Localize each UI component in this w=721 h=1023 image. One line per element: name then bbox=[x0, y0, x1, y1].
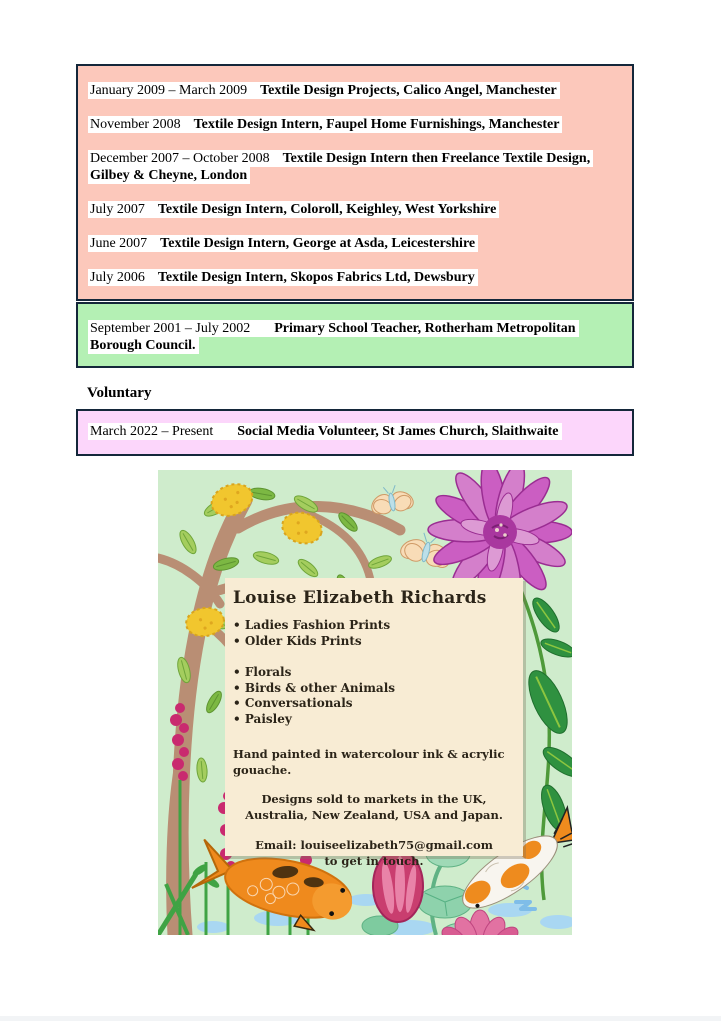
entry-role: Textile Design Projects, Calico Angel, Manchester bbox=[260, 83, 557, 98]
entry-date: July 2006 bbox=[90, 270, 145, 285]
entry-role: Social Media Volunteer, St James Church, Slaithwaite bbox=[237, 424, 559, 439]
design-categories-secondary bbox=[233, 665, 515, 727]
entry-date: January 2009 – March 2009 bbox=[90, 83, 248, 98]
entry-role: Textile Design Intern then Freelance Textile Design, Gilbey & Cheyne, London bbox=[90, 151, 591, 183]
designer-info-card bbox=[225, 578, 523, 868]
voluntary-heading: Voluntary bbox=[87, 385, 152, 401]
contact-line: Email: louiseelizabeth75@gmail.com to get in touch. bbox=[255, 838, 493, 868]
experience-entry bbox=[88, 82, 622, 99]
experience-section-voluntary bbox=[76, 409, 634, 456]
next-page-edge bbox=[0, 1016, 721, 1021]
entry-date: June 2007 bbox=[90, 236, 148, 251]
experience-entry bbox=[88, 320, 622, 354]
entry-date: December 2007 – October 2008 bbox=[90, 151, 270, 166]
experience-entry bbox=[88, 269, 622, 286]
experience-entry bbox=[88, 201, 622, 218]
entry-role: Textile Design Intern, Coloroll, Keighley, West Yorkshire bbox=[157, 202, 497, 217]
category-item: • Older Kids Prints bbox=[233, 634, 515, 650]
entry-role: Textile Design Intern, Faupel Home Furnishings, Manchester bbox=[193, 117, 560, 132]
designer-name: Louise Elizabeth Richards bbox=[233, 588, 487, 608]
category-item: • Paisley bbox=[233, 712, 515, 728]
markets-line: Designs sold to markets in the UK, Australia, New Zealand, USA and Japan. bbox=[245, 792, 503, 822]
entry-date: September 2001 – July 2002 bbox=[90, 321, 251, 336]
experience-entry bbox=[88, 423, 622, 440]
experience-section-textile bbox=[76, 64, 634, 301]
entry-date: November 2008 bbox=[90, 117, 181, 132]
entry-date: March 2022 – Present bbox=[90, 424, 214, 439]
entry-role: Textile Design Intern, Skopos Fabrics Ltd, Dewsbury bbox=[157, 270, 475, 285]
category-item: • Birds & other Animals bbox=[233, 681, 515, 697]
technique-line: Hand painted in watercolour ink & acrylic gouache. bbox=[233, 747, 505, 777]
entry-date: July 2007 bbox=[90, 202, 145, 217]
entry-role: Textile Design Intern, George at Asda, Leicestershire bbox=[160, 236, 476, 251]
experience-entry bbox=[88, 116, 622, 133]
entry-role: Primary School Teacher, Rotherham Metropolitan Borough Council. bbox=[90, 321, 576, 353]
category-item: • Conversationals bbox=[233, 696, 515, 712]
category-item: • Ladies Fashion Prints bbox=[233, 618, 515, 634]
design-categories-primary bbox=[233, 618, 515, 649]
category-item: • Florals bbox=[233, 665, 515, 681]
experience-entry bbox=[88, 235, 622, 252]
experience-entry bbox=[88, 150, 622, 184]
portfolio-illustration bbox=[158, 470, 572, 935]
experience-section-teaching bbox=[76, 302, 634, 368]
